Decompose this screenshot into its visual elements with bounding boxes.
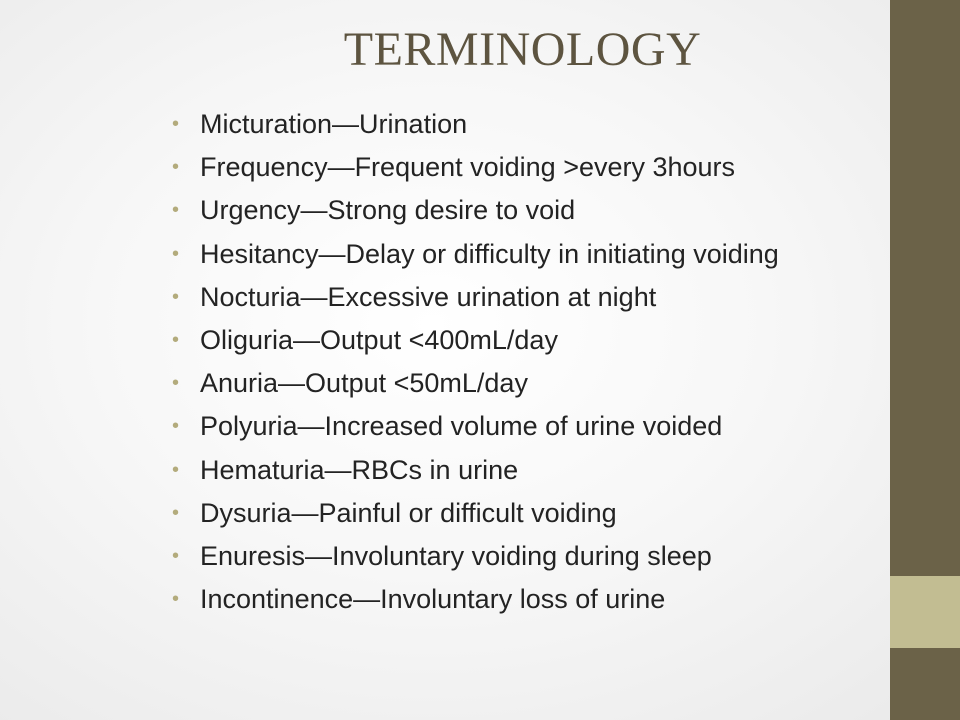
list-item [172,581,960,624]
bullet-icon: • [172,199,180,222]
bullet-icon: • [172,242,180,265]
bullet-icon: • [172,458,180,481]
slide-title: TERMINOLOGY [343,23,702,76]
bullet-icon: • [172,544,180,567]
bullet-icon: • [172,156,180,179]
term-text: Micturation—Urination [200,109,468,139]
list-item [172,192,960,235]
bullet-icon: • [172,415,180,438]
list-item [172,408,960,451]
terminology-list [172,106,960,624]
term-text: Enuresis—Involuntary voiding during sleep [200,540,712,571]
list-item [172,236,960,279]
list-item [172,495,960,538]
list-item [172,452,960,495]
bullet-icon: • [172,328,180,351]
list-item [172,279,960,322]
term-text: Oliguria—Output <400mL/day [200,324,558,355]
list-item [172,322,960,365]
term-text: Urgency—Strong desire to void [200,195,576,226]
term-text: Polyuria—Increased volume of urine voided [200,411,723,442]
bullet-icon: • [172,501,180,524]
term-text: Incontinence—Involuntary loss of urine [200,584,666,615]
bullet-icon: • [172,113,180,135]
list-item [172,538,960,581]
term-text: Frequency—Frequent voiding >every 3hours [200,152,736,183]
bullet-icon: • [172,372,180,395]
term-text: Hesitancy—Delay or difficulty in initiating voiding [200,238,779,269]
bullet-icon: • [172,285,180,308]
term-text: Hematuria—RBCs in urine [200,454,519,485]
list-item [172,106,960,149]
term-text: Anuria—Output <50mL/day [200,368,528,399]
term-text: Nocturia—Excessive urination at night [200,281,657,312]
list-item [172,149,960,192]
term-text: Dysuria—Painful or difficult voiding [200,497,617,528]
bullet-icon: • [172,588,180,611]
list-item [172,365,960,408]
